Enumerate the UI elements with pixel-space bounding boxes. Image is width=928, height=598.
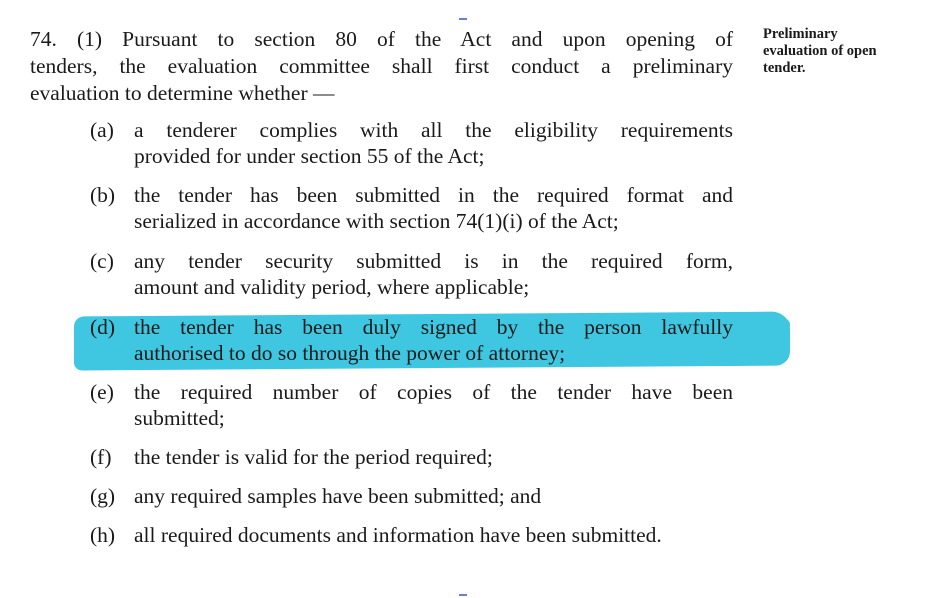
list-item xyxy=(90,444,733,470)
list-item-highlighted xyxy=(90,314,733,366)
item-label: (c) xyxy=(90,249,114,273)
item-text xyxy=(134,314,733,366)
item-label: (a) xyxy=(90,118,114,142)
list-item xyxy=(90,483,733,509)
item-label: (f) xyxy=(90,445,112,469)
item-text xyxy=(134,117,733,169)
item-line: the tender is valid for the period required; xyxy=(134,445,493,469)
item-line: any required samples have been submitted; and xyxy=(134,484,542,508)
item-label: (h) xyxy=(90,523,116,547)
lead-line: evaluation to determine whether — xyxy=(30,81,335,105)
item-line: amount and validity period, where applicable; xyxy=(134,275,530,299)
item-label: (g) xyxy=(90,484,116,508)
item-line: provided for under section 55 of the Act; xyxy=(134,144,485,168)
item-label: (b) xyxy=(90,183,116,207)
highlighter-tail xyxy=(736,318,790,332)
item-line: submitted; xyxy=(134,406,225,430)
margin-note xyxy=(763,26,913,77)
list-item xyxy=(90,117,733,169)
item-label: (d) xyxy=(90,315,116,339)
item-text xyxy=(134,248,733,300)
list-item xyxy=(90,182,733,234)
item-text xyxy=(134,522,733,548)
list-item xyxy=(90,522,733,548)
item-text xyxy=(134,444,733,470)
item-line: serialized in accordance with section 74(1)(i) of the Act; xyxy=(134,209,619,233)
margin-note-line: Preliminary xyxy=(763,26,838,42)
lead-line: tenders, the evaluation committee shall first conduct a preliminary xyxy=(30,54,733,78)
item-line: a tenderer complies with all the eligibility requirements xyxy=(134,118,733,142)
item-line: the tender has been duly signed by the person lawfully xyxy=(134,315,733,339)
margin-note-line: tender. xyxy=(763,60,806,76)
item-line: authorised to do so through the power of attorney; xyxy=(134,341,566,365)
page-edge-mark xyxy=(459,594,467,596)
item-label: (e) xyxy=(90,380,114,404)
item-text xyxy=(134,379,733,431)
item-line: all required documents and information have been submitted. xyxy=(134,523,662,547)
item-text xyxy=(134,182,733,234)
list-item xyxy=(90,379,733,431)
item-line: any tender security submitted is in the required form, xyxy=(134,249,733,273)
section-74-1-text xyxy=(30,26,733,107)
item-line: the required number of copies of the tender have been xyxy=(134,380,733,404)
item-text xyxy=(134,483,733,509)
lead-line: 74. (1) Pursuant to section 80 of the Act and upon opening of xyxy=(30,27,733,51)
list-item xyxy=(90,248,733,300)
item-line: the tender has been submitted in the required format and xyxy=(134,183,733,207)
page-edge-mark xyxy=(459,18,467,20)
margin-note-line: evaluation of open xyxy=(763,43,877,59)
